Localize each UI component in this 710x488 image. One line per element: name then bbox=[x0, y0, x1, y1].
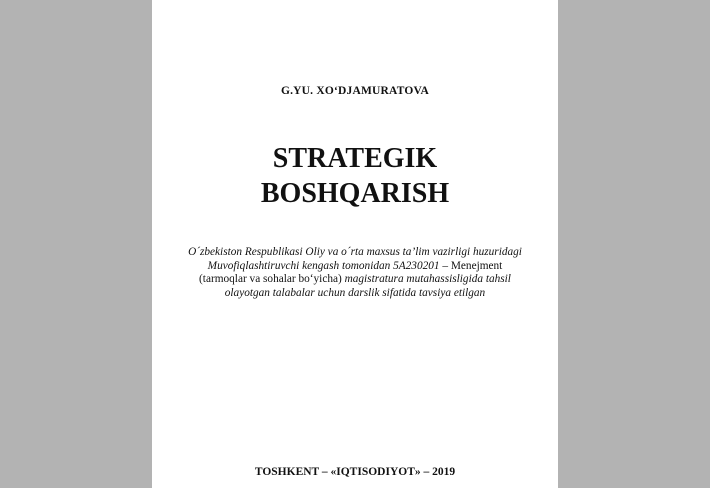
approval-statement bbox=[170, 246, 540, 300]
statement-line-3 bbox=[170, 273, 540, 287]
specialty-name: Menejment bbox=[448, 259, 503, 272]
publisher-imprint: TOSHKENT – «IQTISODIYOT» – 2019 bbox=[254, 466, 456, 478]
statement-line-1 bbox=[170, 246, 540, 260]
statement-text: O´zbekiston Respublikasi Oliy va o´rta maxsus ta’lim vazirligi huzuridagi bbox=[188, 246, 522, 258]
specialty-qualifier: (tarmoqlar va sohalar bo‘yicha) bbox=[199, 273, 342, 286]
statement-text: Muvofiqlashtiruvchi kengash tomonidan 5A230201 – bbox=[207, 259, 449, 272]
author-name: G.YU. XO‘DJAMURATOVA bbox=[280, 85, 430, 97]
book-title bbox=[152, 141, 558, 211]
title-line-2: BOSHQARISH bbox=[260, 178, 450, 209]
statement-text: magistratura mutahassisligida tahsil bbox=[341, 273, 511, 286]
title-line-1: STRATEGIK bbox=[272, 143, 438, 174]
document-page bbox=[152, 0, 558, 488]
statement-line-4 bbox=[170, 287, 540, 301]
statement-text: olayotgan talabalar uchun darslik sifatida tavsiya etilgan bbox=[224, 286, 486, 299]
statement-line-2 bbox=[170, 260, 540, 274]
